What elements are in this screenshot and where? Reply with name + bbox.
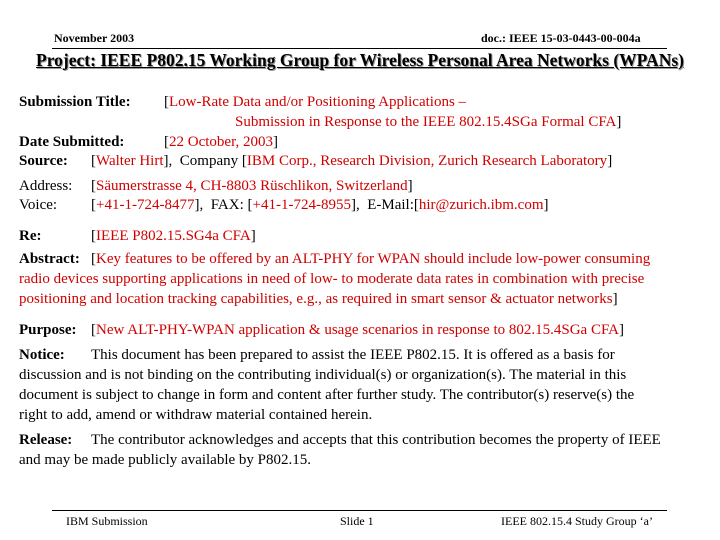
source-block	[19, 152, 709, 172]
footer-left: IBM Submission	[66, 514, 148, 528]
source-label: Source:	[19, 153, 68, 169]
re-field: [IEEE P802.15.SG4a CFA]	[91, 228, 256, 244]
re-label: Re:	[19, 228, 42, 244]
address-label: Address:	[19, 178, 73, 194]
purpose-label: Purpose:	[19, 322, 77, 338]
header-rule	[52, 48, 667, 49]
email-link[interactable]: hir@zurich.ibm.com	[418, 197, 544, 213]
address-block	[19, 177, 709, 197]
date-submitted-label: Date Submitted:	[19, 134, 125, 150]
project-title-text: Project: IEEE P802.15 Working Group for Wireless Personal Area Networks (WPANs)	[36, 50, 684, 70]
source-name: Walter Hirt	[96, 153, 164, 169]
notice-text-4: right to add, amend or withdraw material contained herein.	[19, 407, 373, 423]
submission-title-value-2: Submission in Response to the IEEE 802.15.4SGa Formal CFA	[235, 114, 617, 130]
footer-rule	[52, 510, 667, 511]
project-title	[0, 50, 720, 71]
abstract-line3: positioning and location tracking capabilities, e.g., as required in smart sensor & actuator networks]	[19, 291, 618, 307]
purpose-value: New ALT-PHY-WPAN application & usage scenarios in response to 802.15.4SGa CFA	[96, 322, 620, 338]
notice-text-1: This document has been prepared to assist the IEEE P802.15. It is offered as a basis for	[91, 347, 615, 363]
header-doc-id: doc.: IEEE 15-03-0443-00-004a	[481, 31, 641, 45]
date-submitted-value: 22 October, 2003	[169, 134, 273, 150]
date-submitted-field: [22 October, 2003]	[164, 134, 278, 150]
release-block	[19, 431, 709, 471]
voice-phone: +41-1-724-8477	[96, 197, 195, 213]
footer-right: IEEE 802.15.4 Study Group ‘a’	[501, 514, 653, 528]
abstract-label: Abstract:	[19, 251, 80, 267]
purpose-block	[19, 321, 709, 341]
abstract-text-2: radio devices supporting applications in need of low- to moderate data rates in combination with precise	[19, 271, 645, 287]
submission-title-value-1: Low-Rate Data and/or Positioning Applications –	[169, 94, 467, 110]
abstract-block	[19, 250, 709, 310]
header-date: November 2003	[54, 31, 135, 45]
abstract-text-3: positioning and location tracking capabilities, e.g., as required in smart sensor & actuator networks	[19, 291, 613, 307]
date-submitted-block	[19, 133, 709, 153]
notice-block	[19, 346, 709, 426]
address-field: [Säumerstrasse 4, CH-8803 Rüschlikon, Switzerland]	[91, 178, 413, 194]
email-label: E-Mail:	[367, 197, 414, 213]
fax-value: +41-1-724-8955	[252, 197, 351, 213]
re-block	[19, 227, 709, 247]
voice-label: Voice:	[19, 197, 58, 213]
release-text-1: The contributor acknowledges and accepts that this contribution becomes the property of IEEE	[91, 432, 661, 448]
release-text-2: and may be made publicly available by P802.15.	[19, 452, 312, 468]
abstract-line1: [Key features to be offered by an ALT-PHY for WPAN should include low-power consuming	[91, 251, 651, 267]
release-label: Release:	[19, 432, 73, 448]
submission-title-label: Submission Title:	[19, 94, 131, 110]
submission-title-line1: [Low-Rate Data and/or Positioning Applications –	[164, 94, 467, 110]
voice-block	[19, 196, 709, 216]
re-value: IEEE P802.15.SG4a CFA	[96, 228, 251, 244]
source-field: [Walter Hirt], Company [IBM Corp., Research Division, Zurich Research Laboratory]	[91, 153, 613, 169]
slide-number: Slide 1	[340, 514, 374, 528]
abstract-text-1: Key features to be offered by an ALT-PHY for WPAN should include low-power consuming	[96, 251, 651, 267]
address-value: Säumerstrasse 4, CH-8803 Rüschlikon, Switzerland	[96, 178, 408, 194]
company-label: Company	[179, 153, 239, 169]
notice-text-3: document is subject to change in form and content after further study. The contributor(s) reserve(s) the	[19, 387, 635, 403]
company-value: IBM Corp., Research Division, Zurich Research Laboratory	[246, 153, 608, 169]
notice-label: Notice:	[19, 347, 65, 363]
submission-title-line2: Submission in Response to the IEEE 802.15.4SGa Formal CFA]	[235, 114, 622, 130]
fax-label: FAX:	[210, 197, 244, 213]
voice-field: [+41-1-724-8477], FAX: [+41-1-724-8955], E-Mail:[hir@zurich.ibm.com]	[91, 197, 549, 213]
submission-title-block	[19, 93, 709, 133]
notice-text-2: discussion and is not binding on the contributing individual(s) or organization(s). The material in this	[19, 367, 627, 383]
purpose-field: [New ALT-PHY-WPAN application & usage scenarios in response to 802.15.4SGa CFA]	[91, 322, 625, 338]
